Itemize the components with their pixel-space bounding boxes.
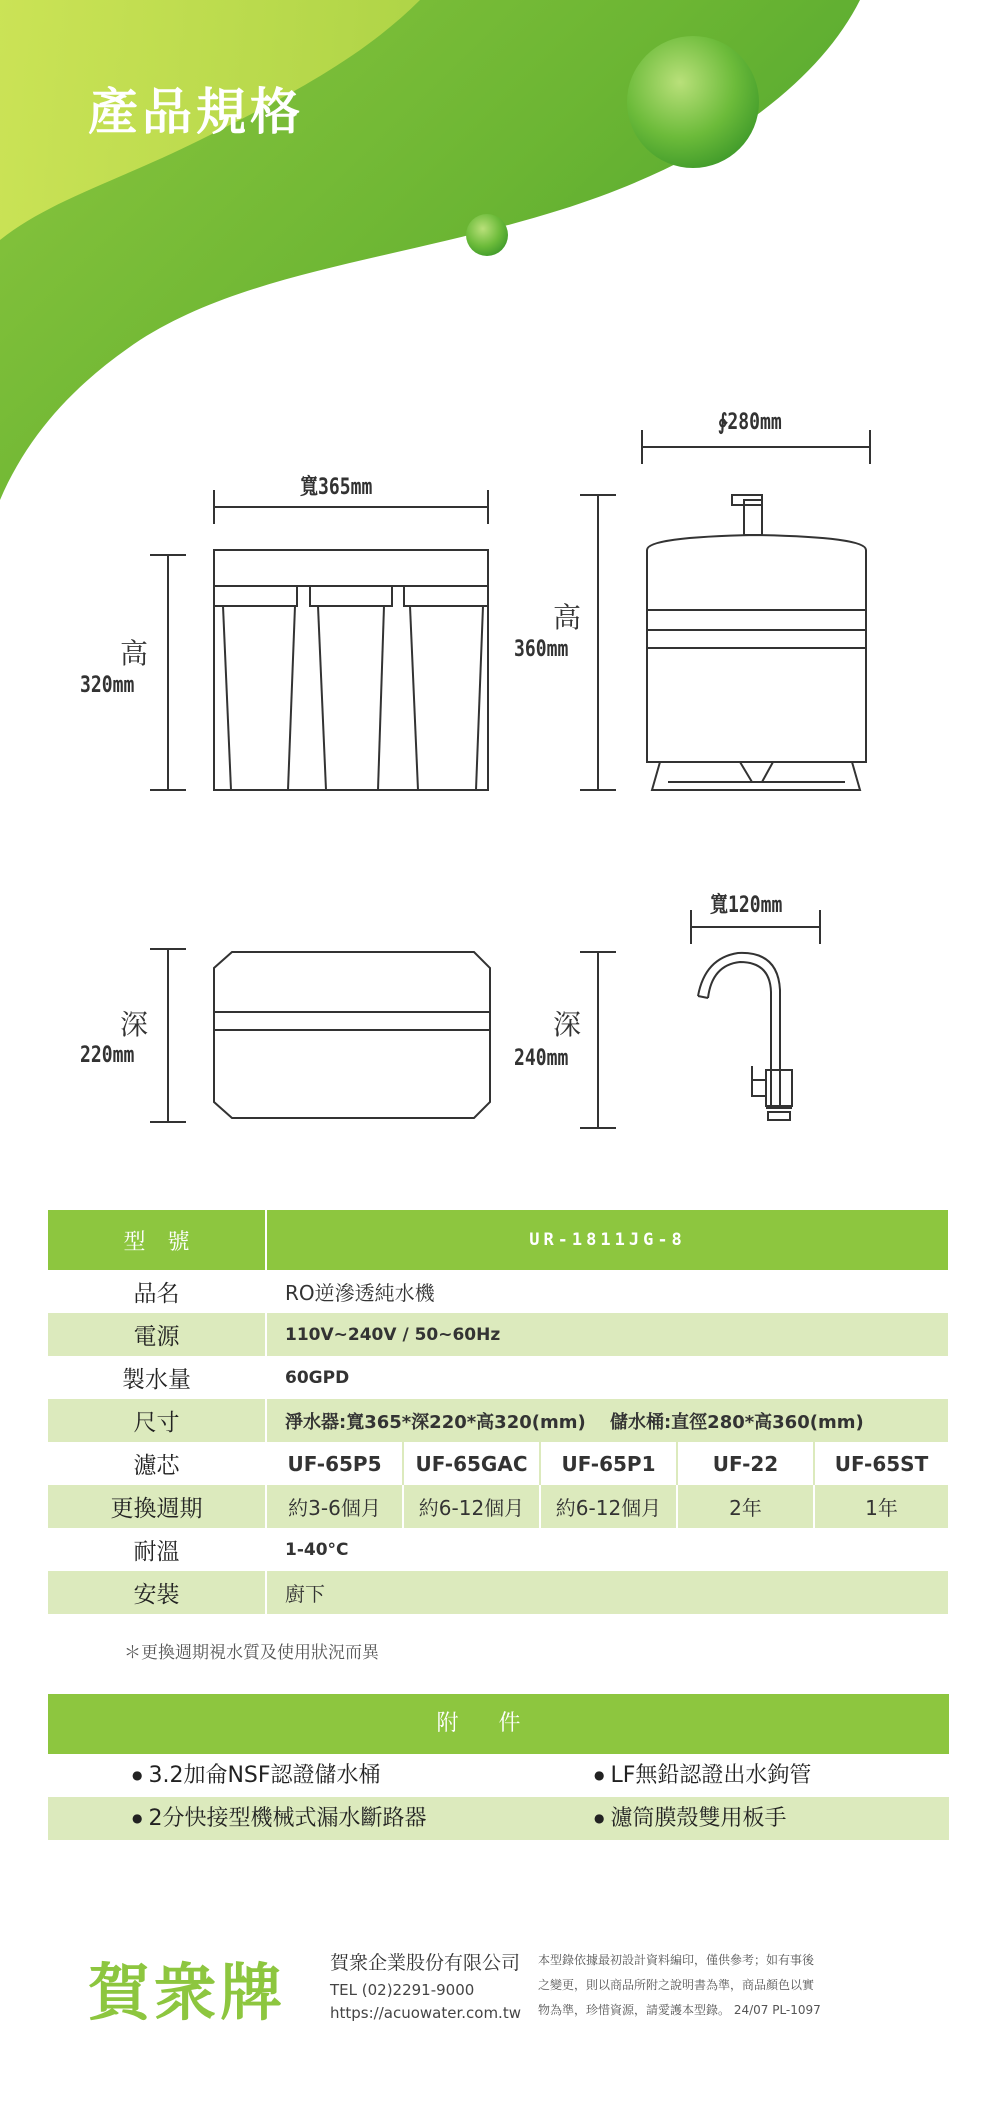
temp-label: 耐溫	[48, 1528, 266, 1571]
purifier-depth-value: 220mm	[80, 1043, 135, 1068]
dimension-diagrams	[0, 400, 1000, 1140]
spec-row-power	[48, 1313, 949, 1356]
spec-row-cycle	[48, 1485, 949, 1528]
temp-value: 1-40°C	[266, 1528, 949, 1571]
name-label: 品名	[48, 1270, 266, 1313]
purifier-height-value: 320mm	[80, 673, 135, 698]
decor-ball-large	[627, 36, 759, 168]
accessory-item: ● LF無鉛認證出水鉤管	[594, 1754, 811, 1800]
output-label: 製水量	[48, 1356, 266, 1399]
company-name: 賀衆企業股份有限公司	[330, 1952, 521, 1974]
brand-logo: 賀衆牌	[88, 1956, 287, 2029]
disclaimer-line: 之變更，則以商品所附之說明書為準，商品顏色以實	[538, 1978, 815, 1992]
accessories-row	[48, 1797, 949, 1840]
disclaimer-line: 物為準，珍惜資源，請愛護本型錄。 24/07 PL-1097	[538, 2003, 821, 2017]
spec-note: ＊更換週期視水質及使用狀況而異	[124, 1643, 379, 1663]
tank-height-cn: 高	[553, 601, 582, 634]
filter-cell: UF-65ST	[814, 1442, 949, 1485]
cycle-cell: 1年	[814, 1485, 949, 1528]
tank-depth-value: 240mm	[514, 1046, 569, 1071]
tank-height-value: 360mm	[514, 637, 569, 662]
filter-cell: UF-65GAC	[403, 1442, 540, 1485]
spec-row-filters	[48, 1442, 949, 1485]
spec-row-output	[48, 1356, 949, 1399]
spec-row-install	[48, 1571, 949, 1614]
tank-diameter-label: ∲280mm	[718, 410, 782, 435]
cycle-cell: 約6-12個月	[403, 1485, 540, 1528]
size-value: 淨水器:寬365*深220*高320(mm) 儲水桶:直徑280*高360(mm)	[266, 1399, 949, 1442]
name-value: RO逆滲透純水機	[266, 1270, 949, 1313]
model-label: 型 號	[48, 1210, 266, 1270]
filter-label: 濾芯	[48, 1442, 266, 1485]
company-tel: TEL (02)2291-9000	[330, 1981, 475, 1999]
filter-cell: UF-65P5	[266, 1442, 403, 1485]
spec-row-size	[48, 1399, 949, 1442]
accessories-title: 附件	[48, 1694, 949, 1754]
model-value: UR-1811JG-8	[266, 1210, 949, 1270]
purifier-depth-cn: 深	[120, 1008, 149, 1041]
disclaimer-line: 本型錄依據最初設計資料編印，僅供參考；如有事後	[538, 1953, 815, 1967]
cycle-cell: 約6-12個月	[540, 1485, 677, 1528]
tank-depth-cn: 深	[553, 1008, 582, 1041]
accessory-item: ● 濾筒膜殼雙用板手	[594, 1797, 787, 1843]
size-label: 尺寸	[48, 1399, 266, 1442]
cycle-label: 更換週期	[48, 1485, 266, 1528]
purifier-height-cn: 高	[120, 637, 149, 670]
cycle-cell: 約3-6個月	[266, 1485, 403, 1528]
page-title: 產品規格	[88, 83, 304, 141]
accessories-row	[48, 1754, 949, 1797]
output-value: 60GPD	[266, 1356, 949, 1399]
cycle-cell: 2年	[677, 1485, 814, 1528]
purifier-width-label: 寬365mm	[300, 475, 373, 500]
accessory-item: ● 3.2加侖NSF認證儲水桶	[132, 1754, 381, 1800]
power-label: 電源	[48, 1313, 266, 1356]
power-value: 110V~240V / 50~60Hz	[266, 1313, 949, 1356]
accessory-item: ● 2分快接型機械式漏水斷路器	[132, 1797, 426, 1843]
spec-row-name	[48, 1270, 949, 1313]
company-url: https://acuowater.com.tw	[330, 2004, 521, 2022]
spec-row-model	[48, 1210, 949, 1270]
spec-table	[48, 1210, 950, 1614]
spec-row-temp	[48, 1528, 949, 1571]
install-label: 安裝	[48, 1571, 266, 1614]
decor-ball-small	[466, 214, 508, 256]
install-value: 廚下	[266, 1571, 949, 1614]
faucet-width-label: 寬120mm	[710, 893, 783, 918]
filter-cell: UF-22	[677, 1442, 814, 1485]
filter-cell: UF-65P1	[540, 1442, 677, 1485]
